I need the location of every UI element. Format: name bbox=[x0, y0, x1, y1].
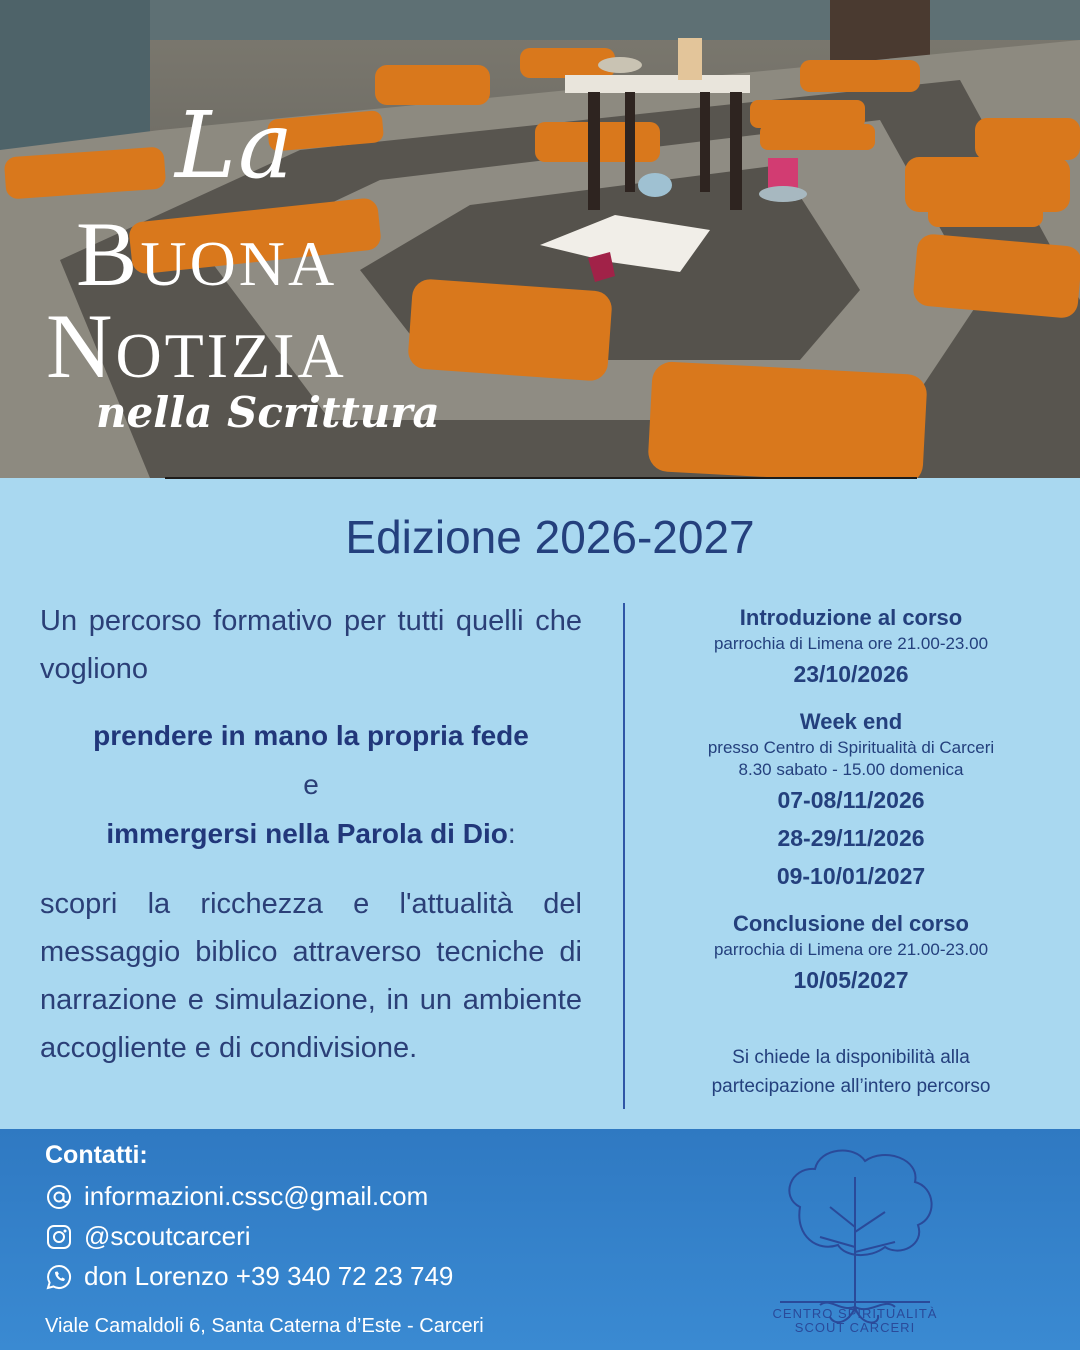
intro-title: Introduzione al corso bbox=[739, 605, 963, 630]
emphasis-faith: prendere in mano la propria fede bbox=[93, 720, 529, 751]
weekend-place: presso Centro di Spiritualità di Carceri bbox=[707, 738, 995, 757]
weekend-time: 8.30 sabato - 15.00 domenica bbox=[738, 760, 964, 779]
title-la: La bbox=[175, 92, 295, 199]
hero-divider bbox=[165, 477, 917, 479]
column-divider bbox=[623, 603, 625, 1109]
title-subtitle: nella Scrittura bbox=[96, 388, 440, 437]
logo-line-1: CENTRO SPIRITUALITÀ bbox=[772, 1306, 938, 1321]
description-text: scopri la ricchezza e l'attualità del messaggio biblico attraverso tecniche di narrazione e simulazione, in un ambiente accogliente e di condivisione. bbox=[40, 888, 582, 1064]
end-date: 10/05/2027 bbox=[793, 967, 909, 993]
intro-place: parrochia di Limena ore 21.00-23.00 bbox=[713, 634, 989, 653]
address: Viale Camaldoli 6, Santa Caterna d’Este - Carceri bbox=[45, 1315, 484, 1337]
edition-heading: Edizione 2026-2027 bbox=[345, 511, 755, 563]
weekend-date: 28-29/11/2026 bbox=[777, 825, 925, 851]
schedule-end bbox=[700, 909, 1002, 999]
participation-note: Si chiede la disponibilità alla partecipazione all’intero percorso bbox=[711, 1047, 991, 1097]
instagram-link[interactable]: @scoutcarceri bbox=[84, 1221, 251, 1251]
logo-text bbox=[750, 1307, 960, 1335]
email-contact[interactable] bbox=[44, 1181, 428, 1212]
logo-line-2: SCOUT CARCERI bbox=[794, 1320, 916, 1335]
weekend-date: 09-10/01/2027 bbox=[776, 863, 926, 889]
intro-date: 23/10/2026 bbox=[793, 661, 909, 687]
hero-photo bbox=[0, 0, 1080, 478]
instagram-contact[interactable] bbox=[44, 1221, 251, 1252]
email-link[interactable]: informazioni.cssc@gmail.com bbox=[84, 1181, 429, 1211]
whatsapp-icon bbox=[44, 1262, 74, 1292]
emphasis-block bbox=[40, 711, 582, 858]
contacts-footer bbox=[0, 1129, 1080, 1350]
emphasis-colon: : bbox=[507, 818, 516, 849]
title-buona: Buona bbox=[76, 203, 338, 305]
course-description bbox=[40, 597, 582, 1072]
weekend-title: Week end bbox=[799, 709, 903, 734]
end-title: Conclusione del corso bbox=[733, 911, 969, 936]
at-icon bbox=[44, 1182, 74, 1212]
schedule-weekend bbox=[700, 707, 1002, 895]
instagram-icon bbox=[44, 1222, 74, 1252]
emphasis-word: immergersi nella Parola di Dio bbox=[106, 818, 508, 849]
end-place: parrochia di Limena ore 21.00-23.00 bbox=[713, 940, 989, 959]
schedule-intro bbox=[700, 603, 1002, 693]
intro-text: Un percorso formativo per tutti quelli che vogliono bbox=[40, 605, 582, 685]
phone-contact[interactable] bbox=[44, 1261, 453, 1292]
weekend-date: 07-08/11/2026 bbox=[777, 787, 925, 813]
contacts-title: Contatti: bbox=[45, 1141, 148, 1169]
phone-number[interactable]: don Lorenzo +39 340 72 23 749 bbox=[84, 1261, 454, 1291]
emphasis-conjunction: e bbox=[303, 769, 319, 800]
title-notizia: Notizia bbox=[46, 295, 347, 397]
schedule bbox=[700, 603, 1002, 1101]
